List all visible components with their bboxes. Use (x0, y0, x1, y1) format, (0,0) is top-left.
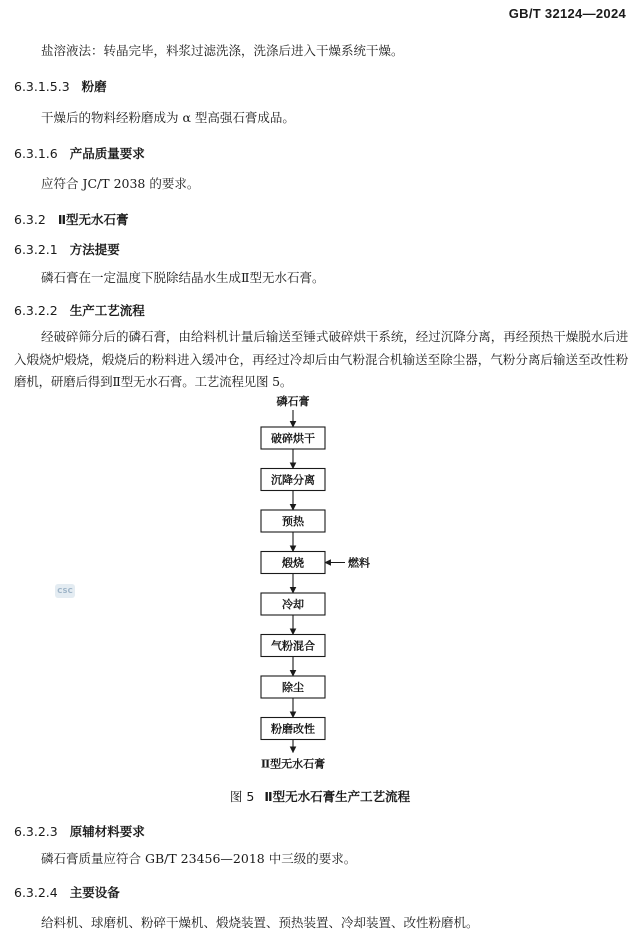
figure-title: Ⅱ型无水石膏生产工艺流程 (264, 789, 411, 804)
paragraph-method: 磷石膏在一定温度下脱除结晶水生成Ⅱ型无水石膏。 (41, 270, 325, 285)
paragraph-grinding: 干燥后的物料经粉磨成为 α 型高强石膏成品。 (41, 110, 295, 125)
heading-6-3-2-4 (14, 883, 120, 901)
paragraph-raw-materials: 磷石膏质量应符合 GB/T 23456—2018 中三级的要求。 (41, 851, 357, 866)
section-title: Ⅱ型无水石膏 (57, 212, 129, 227)
section-number: 6.3.2.3 (14, 824, 58, 839)
section-number: 6.3.2.2 (14, 303, 58, 318)
paragraph-salt-solution: 盐溶液法：转晶完毕，料浆过滤洗涤，洗涤后进入干燥系统干燥。 (41, 43, 404, 58)
flow-step-label: 粉磨改性 (271, 722, 315, 736)
flow-step-label: 除尘 (282, 681, 304, 694)
section-title: 产品质量要求 (69, 146, 145, 161)
section-title: 生产工艺流程 (69, 303, 145, 318)
figure-5-caption (0, 787, 640, 805)
flow-end-label: Ⅱ型无水石膏 (260, 757, 326, 771)
flow-step-label: 煅烧 (282, 556, 304, 570)
section-number: 6.3.2.4 (14, 885, 58, 900)
section-title: 主要设备 (69, 885, 120, 900)
standard-number: GB/T 32124—2024 (508, 6, 626, 21)
flow-step-label: 预热 (282, 515, 304, 528)
flow-step-label: 冷却 (282, 598, 304, 611)
flow-step-label: 沉降分离 (271, 473, 315, 487)
flow-start-label: 磷石膏 (276, 395, 310, 408)
section-number: 6.3.2.1 (14, 242, 58, 257)
flow-step-label: 气粉混合 (271, 639, 315, 653)
section-title: 原辅材料要求 (69, 824, 145, 839)
section-number: 6.3.1.6 (14, 146, 58, 161)
paragraph-equipment: 给料机、球磨机、粉碎干燥机、煅烧装置、预热装置、冷却装置、改性粉磨机。 (41, 915, 479, 930)
flow-step-label: 破碎烘干 (271, 432, 315, 445)
flow-side-input-label: 燃料 (348, 556, 370, 570)
paragraph-process: 经破碎筛分后的磷石膏，由给料机计量后输送至锤式破碎烘干系统，经过沉降分离，再经预热干燥脱水后进入煅烧炉煅烧，煅烧后的粉料进入缓冲仓，再经过冷却后由气粉混合机输送至除尘器，气粉分离后输送至改性粉磨机，研磨后得到Ⅱ型无水石膏。工艺流程见图 5。 (14, 329, 628, 389)
watermark-logo: CSC (55, 584, 75, 598)
section-number: 6.3.1.5.3 (14, 79, 70, 94)
section-title: 粉磨 (81, 79, 107, 94)
paragraph-quality: 应符合 JC/T 2038 的要求。 (41, 176, 200, 191)
figure-number: 图 5 (229, 789, 255, 804)
section-number: 6.3.2 (14, 212, 46, 227)
heading-6-3-2-3 (14, 822, 145, 840)
section-title: 方法提要 (69, 242, 120, 257)
